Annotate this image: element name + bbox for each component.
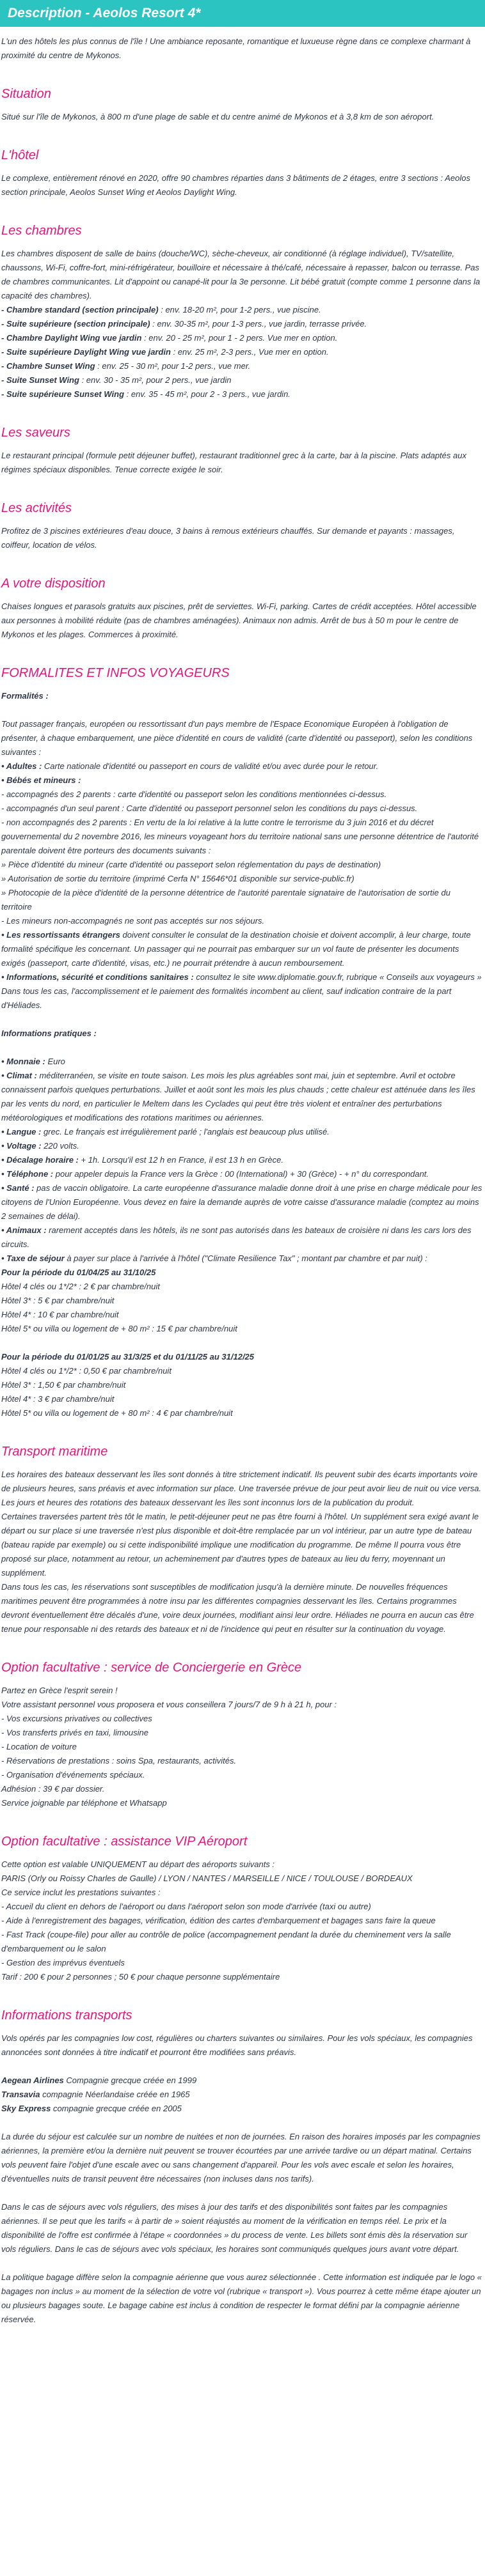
- formalites-et-infos-voyageurs-text-line: [1, 1364, 482, 1378]
- informations-transports-text-line: [1, 2031, 482, 2060]
- formalites-et-infos-voyageurs-line-label: Pour la période du 01/04/25 au 31/10/25: [1, 1268, 156, 1277]
- les-activites-line-text: Profitez de 3 piscines extérieures d'eau douce, 3 bains à remous extérieurs chauffés. Sur demande et payants : massages, coiffeur, location de vélos.: [1, 526, 455, 550]
- formalites-et-infos-voyageurs-line-text: Hôtel 5* ou villa ou logement de + 80 m² : 4 € par chambre/nuit: [1, 1408, 233, 1418]
- formalites-et-infos-voyageurs-line-text: Carte nationale d'identité ou passeport en cours de validité et/ou avec durée pour le retour.: [42, 761, 379, 771]
- situation-line-text: Situé sur l'île de Mykonos, à 800 m d'une plage de sable et du centre animé de Mykonos et à 3,8 km de son aéroport.: [1, 112, 434, 121]
- informations-transports-line-text: La durée du séjour est calculée sur un nombre de nuitées et non de journées. En raison des horaires imposés par les compagnies aériennes, la première et/ou la dernière nuit peuvent se trouver écourtées par une arrivée tardive ou un départ matinal. Certains vols peuvent faire l'objet d'une escale avec ou sans changement d'appareil. Pour les vols avec escale et selon les horaires, d'éventuelles nuits de transit peuvent être nécessaires (non incluses dans nos tarifs).: [1, 2132, 481, 2184]
- formalites-et-infos-voyageurs-line-label: • Climat :: [1, 1071, 37, 1080]
- les-chambres-line-text: : env. 18-20 m², pour 1-2 pers., vue piscine.: [158, 305, 321, 314]
- informations-transports-text-line: [1, 2200, 482, 2256]
- les-chambres-text-line: [1, 373, 482, 387]
- formalites-et-infos-voyageurs-text-line: [1, 1167, 482, 1181]
- les-chambres-text-line: [1, 359, 482, 373]
- formalites-et-infos-voyageurs-text-line: [1, 1027, 482, 1041]
- les-chambres-text-line: [1, 247, 482, 303]
- les-chambres-line-text: : env. 25 m², 2-3 pers., Vue mer en option.: [170, 347, 329, 357]
- informations-transports-line-text: compagnie grecque créée en 2005: [51, 2104, 182, 2113]
- formalites-et-infos-voyageurs-line-text: Hôtel 3* : 5 € par chambre/nuit: [1, 1296, 115, 1305]
- formalites-et-infos-voyageurs-text-line: [1, 928, 482, 970]
- formalites-et-infos-voyageurs-line-label: • Bébés et mineurs :: [1, 775, 81, 785]
- option-facultative-service-de-conciergerie-en-grece-text-line: [1, 1782, 482, 1796]
- formalites-et-infos-voyageurs-text-line: [1, 1139, 482, 1153]
- formalites-et-infos-voyageurs-line-text: 220 volts.: [41, 1141, 79, 1151]
- formalites-et-infos-voyageurs-text-line: [1, 1153, 482, 1167]
- formalites-et-infos-voyageurs-line-text: Hôtel 4* : 10 € par chambre/nuit: [1, 1310, 119, 1319]
- section-heading-les-saveurs: Les saveurs: [1, 426, 70, 440]
- informations-transports-text-block: [1, 2130, 482, 2186]
- section-heading-formalites-et-infos-voyageurs: FORMALITES ET INFOS VOYAGEURS: [1, 666, 230, 680]
- option-facultative-assistance-vip-aeroport-line-text: Ce service inclut les prestations suivantes :: [1, 1888, 161, 1897]
- page-title: Description - Aeolos Resort 4*: [8, 6, 201, 20]
- formalites-et-infos-voyageurs-line-label: • Animaux :: [1, 1225, 47, 1235]
- formalites-et-infos-voyageurs-line-text: » Photocopie de la pièce d'identité de la personne détentrice de l'autorité parentale signataire de l'autorisation de sortie du territoire: [1, 888, 450, 912]
- formalites-et-infos-voyageurs-line-text: consultez le site www.diplomatie.gouv.fr, rubrique « Conseils aux voyageurs »: [193, 972, 482, 982]
- a-votre-disposition-text-line: [1, 600, 482, 642]
- option-facultative-service-de-conciergerie-en-grece-line-text: - Vos transferts privés en taxi, limousine: [1, 1728, 148, 1737]
- formalites-et-infos-voyageurs-line-label: • Téléphone :: [1, 1169, 54, 1179]
- intro-text-line: [1, 35, 482, 63]
- section-heading-a-votre-disposition: A votre disposition: [1, 577, 106, 591]
- option-facultative-assistance-vip-aeroport-text-line: [1, 1886, 482, 1900]
- formalites-et-infos-voyageurs-text-line: [1, 1406, 482, 1420]
- formalites-et-infos-voyageurs-text-block: [1, 1055, 482, 1336]
- les-chambres-line-label: - Suite supérieure (section principale): [1, 319, 150, 329]
- formalites-et-infos-voyageurs-line-text: Hôtel 4 clés ou 1*/2* : 2 € par chambre/nuit: [1, 1282, 160, 1291]
- situation-text-block: [1, 110, 482, 124]
- option-facultative-service-de-conciergerie-en-grece-text-line: [1, 1768, 482, 1782]
- a-votre-disposition-text-block: [1, 600, 482, 642]
- option-facultative-assistance-vip-aeroport-text-line: [1, 1872, 482, 1886]
- formalites-et-infos-voyageurs-line-text: - accompagnés d'un seul parent : Carte d'identité ou passeport personnel selon les conditions du pays ci-dessus.: [1, 803, 418, 813]
- section-l-hotel: [1, 147, 482, 199]
- section-heading-situation: Situation: [1, 87, 51, 101]
- formalites-et-infos-voyageurs-text-line: [1, 1181, 482, 1223]
- formalites-et-infos-voyageurs-line-text: doivent consulter le consulat de la destination choisie et doivent accomplir, à leur charge, toute formalité spécifique les concernant. Un passager qui ne pourrait pas embarquer sur un vol faute de présenter les documents exigés (passeport, carte d'identité, visas, etc.) ne pourrait prétendre à aucun remboursement.: [1, 930, 471, 968]
- formalites-et-infos-voyageurs-text-line: [1, 1055, 482, 1069]
- informations-transports-text-line: [1, 2088, 482, 2102]
- formalites-et-infos-voyageurs-text-line: [1, 914, 482, 928]
- formalites-et-infos-voyageurs-line-label: • Adultes :: [1, 761, 42, 771]
- section-heading-les-chambres: Les chambres: [1, 224, 82, 238]
- a-votre-disposition-line-text: Chaises longues et parasols gratuits aux piscines, prêt de serviettes. Wi-Fi, parking. Cartes de crédit acceptées. Hôtel accessible aux personnes à mobilité réduite (pas de chambres aménagées). Animaux non admis. Arrêt de bus à 50 m pour le centre de Mykonos et les plages. Commerces à proximité.: [1, 601, 477, 639]
- informations-transports-text-line: [1, 2102, 482, 2116]
- formalites-et-infos-voyageurs-line-text: Hôtel 5* ou villa ou logement de + 80 m² : 15 € par chambre/nuit: [1, 1324, 237, 1333]
- transport-maritime-text-line: [1, 1468, 482, 1510]
- option-facultative-assistance-vip-aeroport-line-text: - Accueil du client en dehors de l'aéroport ou dans l'aéroport selon son mode d'arrivée (taxi ou autre): [1, 1902, 371, 1911]
- section-informations-transports: [1, 2007, 482, 2327]
- intro-line-text: L'un des hôtels les plus connus de l'île ! Une ambiance reposante, romantique et luxueuse règne dans ce complexe charmant à proximité du centre de Mykonos.: [1, 36, 471, 60]
- les-chambres-line-label: - Chambre Sunset Wing: [1, 361, 95, 371]
- section-heading-informations-transports: Informations transports: [1, 2008, 132, 2022]
- formalites-et-infos-voyageurs-line-text: à payer sur place à l'arrivée à l'hôtel ("Climate Resilience Tax" ; montant par chambre et par nuit) :: [64, 1253, 427, 1263]
- les-chambres-line-label: - Suite supérieure Sunset Wing: [1, 389, 125, 399]
- formalites-et-infos-voyageurs-text-line: [1, 1350, 482, 1364]
- option-facultative-service-de-conciergerie-en-grece-text-block: [1, 1684, 482, 1810]
- les-chambres-line-text: : env. 30-35 m², pour 1-3 pers., vue jardin, terrasse privée.: [150, 319, 367, 329]
- formalites-et-infos-voyageurs-line-label: • Langue :: [1, 1127, 42, 1137]
- option-facultative-assistance-vip-aeroport-text-line: [1, 1914, 482, 1928]
- section-heading-option-facultative-service-de-conciergerie-en-grece: Option facultative : service de Conciergerie en Grèce: [1, 1661, 302, 1675]
- informations-transports-line-text: Compagnie grecque créée en 1999: [63, 2076, 197, 2085]
- formalites-et-infos-voyageurs-text-line: [1, 816, 482, 858]
- section-heading-les-activites: Les activités: [1, 501, 72, 515]
- option-facultative-service-de-conciergerie-en-grece-line-text: Votre assistant personnel vous proposera et vous conseillera 7 jours/7 de 9 h à 21 h, pour :: [1, 1700, 337, 1709]
- formalites-et-infos-voyageurs-line-text: Hôtel 4* : 3 € par chambre/nuit: [1, 1394, 115, 1404]
- les-chambres-text-block: [1, 247, 482, 401]
- option-facultative-service-de-conciergerie-en-grece-line-text: - Réservations de prestations : soins Spa, restaurants, activités.: [1, 1756, 237, 1765]
- option-facultative-assistance-vip-aeroport-text-line: [1, 1970, 482, 1984]
- option-facultative-service-de-conciergerie-en-grece-text-line: [1, 1726, 482, 1740]
- formalites-et-infos-voyageurs-text-line: [1, 1069, 482, 1125]
- section-les-saveurs: [1, 424, 482, 477]
- formalites-et-infos-voyageurs-text-line: [1, 1294, 482, 1308]
- option-facultative-service-de-conciergerie-en-grece-line-text: - Location de voiture: [1, 1742, 77, 1751]
- section-option-facultative-service-de-conciergerie-en-grece: [1, 1659, 482, 1810]
- section-heading-l-hotel: L'hôtel: [1, 148, 39, 162]
- les-chambres-text-line: [1, 317, 482, 331]
- formalites-et-infos-voyageurs-line-text: Dans tous les cas, l'accomplissement et le paiement des formalités incombent au client, sauf indication contraire de la part d'Héliades.: [1, 986, 452, 1010]
- formalites-et-infos-voyageurs-line-label: • Voltage :: [1, 1141, 42, 1151]
- option-facultative-service-de-conciergerie-en-grece-text-line: [1, 1684, 482, 1698]
- formalites-et-infos-voyageurs-line-text: grec. Le français est irrégulièrement parlé ; l'anglais est beaucoup plus utilisé.: [41, 1127, 330, 1137]
- option-facultative-service-de-conciergerie-en-grece-text-line: [1, 1740, 482, 1754]
- informations-transports-line-label: Transavia: [1, 2090, 40, 2099]
- option-facultative-assistance-vip-aeroport-text-line: [1, 1928, 482, 1956]
- option-facultative-assistance-vip-aeroport-line-text: Tarif : 200 € pour 2 personnes ; 50 € pour chaque personne supplémentaire: [1, 1972, 280, 1982]
- informations-transports-line-text: La politique bagage diffère selon la compagnie aérienne que vous aurez sélectionnée . Cette information est indiquée par le logo « bagages non inclus » au moment de la sélection de votre vol (rubrique « transport »). Vous pourrez à cette même étape ajouter un ou plusieurs bagages soute. Le bagage cabine est inclus à condition de respecter le format défini par la compagnie aérienne réservée.: [1, 2272, 482, 2324]
- option-facultative-assistance-vip-aeroport-text-line: [1, 1956, 482, 1970]
- formalites-et-infos-voyageurs-text-block: [1, 1027, 482, 1041]
- les-chambres-line-label: - Chambre Daylight Wing vue jardin: [1, 333, 142, 343]
- les-chambres-line-text: Les chambres disposent de salle de bains (douche/WC), sèche-cheveux, air conditionné (à réglage individuel), TV/satellite, chaussons, Wi-Fi, coffre-fort, mini-réfrigérateur, bouilloire et nécessaire à thé/café, nécessaire à repasser, balcon ou terrasse. Pas de chambres communicantes. Lit d'appoint ou canapé-lit pour la 3e personne. Lit bébé gratuit (compte comme 1 personne dans la capacité des chambres).: [1, 249, 481, 300]
- transport-maritime-text-line: [1, 1580, 482, 1636]
- formalites-et-infos-voyageurs-line-label: Formalités :: [1, 691, 49, 701]
- transport-maritime-line-text: Les horaires des bateaux desservant les îles sont donnés à titre strictement indicatif. Ils peuvent subir des écarts importants voire de plusieurs heures, sans préavis et avec information sur place. Une traversée prévue de jour peut avoir lieu de nuit ou vice versa. Les jours et heures des rotations des bateaux desservant les îles sont inconnus lors de la publication du produit.: [1, 1470, 482, 1507]
- option-facultative-service-de-conciergerie-en-grece-text-line: [1, 1698, 482, 1712]
- formalites-et-infos-voyageurs-line-label: • Taxe de séjour: [1, 1253, 65, 1263]
- les-activites-text-block: [1, 524, 482, 552]
- section-heading-transport-maritime: Transport maritime: [1, 1445, 108, 1459]
- situation-text-line: [1, 110, 482, 124]
- transport-maritime-line-text: Dans tous les cas, les réservations sont susceptibles de modification jusqu'à la dernière minute. De nouvelles fréquences maritimes peuvent être programmées à notre insu par les différentes compagnies desservant les îles. Certains programmes devront éventuellement être décalés d'une, voire deux journées, modifiant ainsi leur ordre. Héliades ne pourra en aucun cas être tenue pour responsable ni des retards des bateaux et ni de l'incidence qui peut en résulter sur la continuation du voyage.: [1, 1582, 474, 1634]
- option-facultative-assistance-vip-aeroport-line-text: PARIS (Orly ou Roissy Charles de Gaulle) / LYON / NANTES / MARSEILLE / NICE / TOULOUSE / BORDEAUX: [1, 1874, 413, 1883]
- formalites-et-infos-voyageurs-text-line: [1, 759, 482, 773]
- section-les-activites: [1, 500, 482, 552]
- option-facultative-assistance-vip-aeroport-line-text: - Gestion des imprévus éventuels: [1, 1958, 125, 1967]
- option-facultative-assistance-vip-aeroport-text-line: [1, 1858, 482, 1872]
- formalites-et-infos-voyageurs-text-line: [1, 1280, 482, 1294]
- formalites-et-infos-voyageurs-line-label: • Décalage horaire :: [1, 1155, 79, 1165]
- informations-transports-text-line: [1, 2270, 482, 2327]
- les-chambres-text-line: [1, 303, 482, 317]
- formalites-et-infos-voyageurs-line-text: méditerranéen, se visite en toute saison. Les mois les plus agréables sont mai, juin et septembre. Avril et octobre connaissent parfois quelques perturbations. Juillet et août sont les mois les plus chauds ; cette chaleur est atténuée dans les îles par les vents du nord, en particulier le Meltem dans les Cyclades qui peut être très violent et entraîner des perturbations météorologiques et modifications des rotations maritimes ou aériennes.: [1, 1071, 475, 1122]
- les-chambres-line-label: - Suite Sunset Wing: [1, 375, 79, 385]
- les-activites-text-line: [1, 524, 482, 552]
- formalites-et-infos-voyageurs-text-block: [1, 717, 482, 1013]
- option-facultative-assistance-vip-aeroport-text-block: [1, 1858, 482, 1984]
- formalites-et-infos-voyageurs-text-line: [1, 1308, 482, 1322]
- formalites-et-infos-voyageurs-line-label: Pour la période du 01/01/25 au 31/3/25 et du 01/11/25 au 31/12/25: [1, 1352, 255, 1362]
- les-saveurs-text-line: [1, 449, 482, 477]
- formalites-et-infos-voyageurs-line-label: Informations pratiques :: [1, 1028, 97, 1038]
- formalites-et-infos-voyageurs-text-line: [1, 970, 482, 984]
- transport-maritime-text-block: [1, 1468, 482, 1636]
- informations-transports-line-text: Dans le cas de séjours avec vols réguliers, des mises à jour des tarifs et des disponibilités sont faites par les compagnies aériennes. Il se peut que les tarifs « à partir de » soient réajustés au moment de la vérification en temps réel. Le prix et la disponibilité de l'offre est confirmée à l'étape « coordonnées » du process de vente. Les billets sont émis dès la réservation sur vols réguliers. Dans le cas de séjours avec vols spéciaux, les horaires sont communiqués quelques jours avant votre départ.: [1, 2202, 468, 2254]
- formalites-et-infos-voyageurs-text-line: [1, 872, 482, 886]
- les-chambres-text-line: [1, 387, 482, 401]
- l-hotel-line-text: Le complexe, entièrement rénové en 2020, offre 90 chambres réparties dans 3 bâtiments de 2 étages, entre 3 sections : Aeolos section principale, Aeolos Sunset Wing et Aeolos Daylight Wing.: [1, 173, 471, 197]
- les-chambres-line-text: : env. 30 - 35 m², pour 2 pers., vue jardin: [79, 375, 232, 385]
- les-chambres-text-line: [1, 331, 482, 345]
- formalites-et-infos-voyageurs-text-line: [1, 984, 482, 1013]
- option-facultative-service-de-conciergerie-en-grece-text-line: [1, 1754, 482, 1768]
- transport-maritime-text-line: [1, 1510, 482, 1580]
- formalites-et-infos-voyageurs-line-label: • Monnaie :: [1, 1057, 45, 1066]
- description-content: [0, 27, 485, 2339]
- formalites-et-infos-voyageurs-text-line: [1, 773, 482, 788]
- option-facultative-service-de-conciergerie-en-grece-line-text: Service joignable par téléphone et Whatsapp: [1, 1798, 167, 1808]
- section-intro: [1, 35, 482, 63]
- formalites-et-infos-voyageurs-text-line: [1, 1266, 482, 1280]
- option-facultative-assistance-vip-aeroport-text-line: [1, 1900, 482, 1914]
- informations-transports-line-label: Sky Express: [1, 2104, 51, 2113]
- l-hotel-text-block: [1, 171, 482, 199]
- section-les-chambres: [1, 222, 482, 401]
- formalites-et-infos-voyageurs-line-text: » Autorisation de sortie du territoire (imprimé Cerfa N° 15646*01 disponible sur service-public.fr): [1, 874, 354, 883]
- les-chambres-line-label: - Suite supérieure Daylight Wing vue jardin: [1, 347, 171, 357]
- formalites-et-infos-voyageurs-text-line: [1, 858, 482, 872]
- description-title-bar: [0, 0, 485, 27]
- option-facultative-service-de-conciergerie-en-grece-text-line: [1, 1712, 482, 1726]
- informations-transports-text-block: [1, 2074, 482, 2116]
- les-chambres-line-text: : env. 25 - 30 m², pour 1-2 pers., vue mer.: [95, 361, 251, 371]
- formalites-et-infos-voyageurs-text-line: [1, 1223, 482, 1252]
- formalites-et-infos-voyageurs-line-text: Hôtel 4 clés ou 1*/2* : 0,50 € par chambre/nuit: [1, 1366, 171, 1376]
- informations-transports-text-block: [1, 2200, 482, 2256]
- formalites-et-infos-voyageurs-text-line: [1, 1322, 482, 1336]
- formalites-et-infos-voyageurs-text-line: [1, 788, 482, 802]
- les-chambres-line-label: - Chambre standard (section principale): [1, 305, 159, 314]
- formalites-et-infos-voyageurs-text-line: [1, 1125, 482, 1139]
- formalites-et-infos-voyageurs-text-line: [1, 1252, 482, 1266]
- les-saveurs-text-block: [1, 449, 482, 477]
- formalites-et-infos-voyageurs-line-text: - accompagnés des 2 parents : carte d'identité ou passeport selon les conditions mentionnées ci-dessus.: [1, 789, 387, 799]
- formalites-et-infos-voyageurs-line-text: pour appeler depuis la France vers la Grèce : 00 (International) + 30 (Grèce) - + n° du correspondant.: [53, 1169, 429, 1179]
- formalites-et-infos-voyageurs-text-line: [1, 886, 482, 914]
- formalites-et-infos-voyageurs-line-text: + 1h. Lorsqu'il est 12 h en France, il est 13 h en Grèce.: [78, 1155, 283, 1165]
- option-facultative-service-de-conciergerie-en-grece-line-text: - Vos excursions privatives ou collectives: [1, 1714, 152, 1723]
- option-facultative-assistance-vip-aeroport-line-text: Cette option est valable UNIQUEMENT au départ des aéroports suivants :: [1, 1859, 275, 1869]
- section-formalites-et-infos-voyageurs: [1, 665, 482, 1420]
- section-option-facultative-assistance-vip-aeroport: [1, 1833, 482, 1984]
- formalites-et-infos-voyageurs-line-text: » Pièce d'identité du mineur (carte d'identité ou passeport selon réglementation du pays de destination): [1, 860, 381, 869]
- option-facultative-service-de-conciergerie-en-grece-line-text: Adhésion : 39 € par dossier.: [1, 1784, 105, 1794]
- formalites-et-infos-voyageurs-text-line: [1, 689, 482, 703]
- informations-transports-text-line: [1, 2074, 482, 2088]
- formalites-et-infos-voyageurs-line-label: • Informations, sécurité et conditions sanitaires :: [1, 972, 194, 982]
- section-transport-maritime: [1, 1443, 482, 1636]
- formalites-et-infos-voyageurs-line-text: Hôtel 3* : 1,50 € par chambre/nuit: [1, 1380, 126, 1390]
- formalites-et-infos-voyageurs-line-text: - non accompagnés des 2 parents : En vertu de la loi relative à la lutte contre le terrorisme du 3 juin 2016 et du décret gouvernemental du 2 novembre 2016, les mineurs voyageant hors du territoire national sans une personne détentrice de l'autorité parentale doivent être porteurs des documents suivants :: [1, 818, 479, 855]
- informations-transports-line-text: Vols opérés par les compagnies low cost, régulières ou charters suivantes ou similaires. Pour les vols spéciaux, les compagnies annoncées sont données à titre indicatif et pourront être modifiées sans préavis.: [1, 2033, 473, 2057]
- option-facultative-service-de-conciergerie-en-grece-text-line: [1, 1796, 482, 1810]
- transport-maritime-line-text: Certaines traversées partent très tôt le matin, le petit-déjeuner peut ne pas être fourni à l'hôtel. Un supplément sera exigé avant le départ ou sur place si une traversée n'est plus disponible et doit-être remplacée par un vol intérieur, par un autre type de bateau (bateau rapide par exemple) ou si cette indisponibilité implique une modification du programme. De même Il pourra vous être proposé sur place, notamment au retour, un acheminement par d'autres types de bateaux au lieu du ferry, moyennant un supplément.: [1, 1512, 479, 1578]
- informations-transports-text-line: [1, 2130, 482, 2186]
- informations-transports-text-block: [1, 2031, 482, 2060]
- les-chambres-line-text: : env. 20 - 25 m², pour 1 - 2 pers. Vue mer en option.: [141, 333, 338, 343]
- l-hotel-text-line: [1, 171, 482, 199]
- les-chambres-text-line: [1, 345, 482, 359]
- option-facultative-assistance-vip-aeroport-line-text: - Fast Track (coupe-file) pour aller au contrôle de police (accompagnement pendant la durée du cheminement vers la salle d'embarquement ou le salon: [1, 1930, 451, 1953]
- formalites-et-infos-voyageurs-line-text: - Les mineurs non-accompagnés ne sont pas acceptés sur nos séjours.: [1, 916, 265, 926]
- formalites-et-infos-voyageurs-line-text: rarement acceptés dans les hôtels, ils ne sont pas autorisés dans les bateaux de croisière ni dans les cars lors des circuits.: [1, 1225, 472, 1249]
- section-a-votre-disposition: [1, 575, 482, 642]
- formalites-et-infos-voyageurs-text-line: [1, 717, 482, 759]
- informations-transports-line-label: Aegean Airlines: [1, 2076, 64, 2085]
- informations-transports-text-block: [1, 2270, 482, 2327]
- intro-text-block: [1, 35, 482, 63]
- formalites-et-infos-voyageurs-line-text: Tout passager français, européen ou ressortissant d'un pays membre de l'Espace Economique Européen à l'obligation de présenter, à chaque embarquement, une pièce d'identité en cours de validité (carte d'identité ou passeport), selon les conditions suivantes :: [1, 719, 473, 757]
- option-facultative-service-de-conciergerie-en-grece-line-text: - Organisation d'événements spéciaux.: [1, 1770, 145, 1780]
- formalites-et-infos-voyageurs-text-line: [1, 1378, 482, 1392]
- option-facultative-assistance-vip-aeroport-line-text: - Aide à l'enregistrement des bagages, vérification, édition des cartes d'embarquement et bagages sans faire la queue: [1, 1916, 436, 1925]
- les-chambres-line-text: : env. 35 - 45 m², pour 2 - 3 pers., vue jardin.: [124, 389, 290, 399]
- formalites-et-infos-voyageurs-line-text: Euro: [45, 1057, 65, 1066]
- section-heading-option-facultative-assistance-vip-aeroport: Option facultative : assistance VIP Aéroport: [1, 1835, 248, 1849]
- informations-transports-line-text: compagnie Néerlandaise créée en 1965: [40, 2090, 190, 2099]
- formalites-et-infos-voyageurs-text-block: [1, 1350, 482, 1420]
- formalites-et-infos-voyageurs-text-line: [1, 1392, 482, 1406]
- formalites-et-infos-voyageurs-line-text: pas de vaccin obligatoire. La carte européenne d'assurance maladie donne droit à une prise en charge médicale pour les citoyens de l'Union Européenne. Vous devez en faire la demande auprès de votre caisse d'assurance maladie (comptez au moins 2 semaines de délai).: [1, 1183, 482, 1221]
- section-situation: [1, 86, 482, 124]
- formalites-et-infos-voyageurs-text-block: [1, 689, 482, 703]
- les-saveurs-line-text: Le restaurant principal (formule petit déjeuner buffet), restaurant traditionnel grec à la carte, bar à la piscine. Plats adaptés aux régimes spéciaux disponibles. Tenue correcte exigée le soir.: [1, 451, 466, 474]
- formalites-et-infos-voyageurs-line-label: • Les ressortissants étrangers: [1, 930, 120, 940]
- formalites-et-infos-voyageurs-text-line: [1, 802, 482, 816]
- formalites-et-infos-voyageurs-line-label: • Santé :: [1, 1183, 35, 1193]
- option-facultative-service-de-conciergerie-en-grece-line-text: Partez en Grèce l'esprit serein !: [1, 1686, 118, 1695]
